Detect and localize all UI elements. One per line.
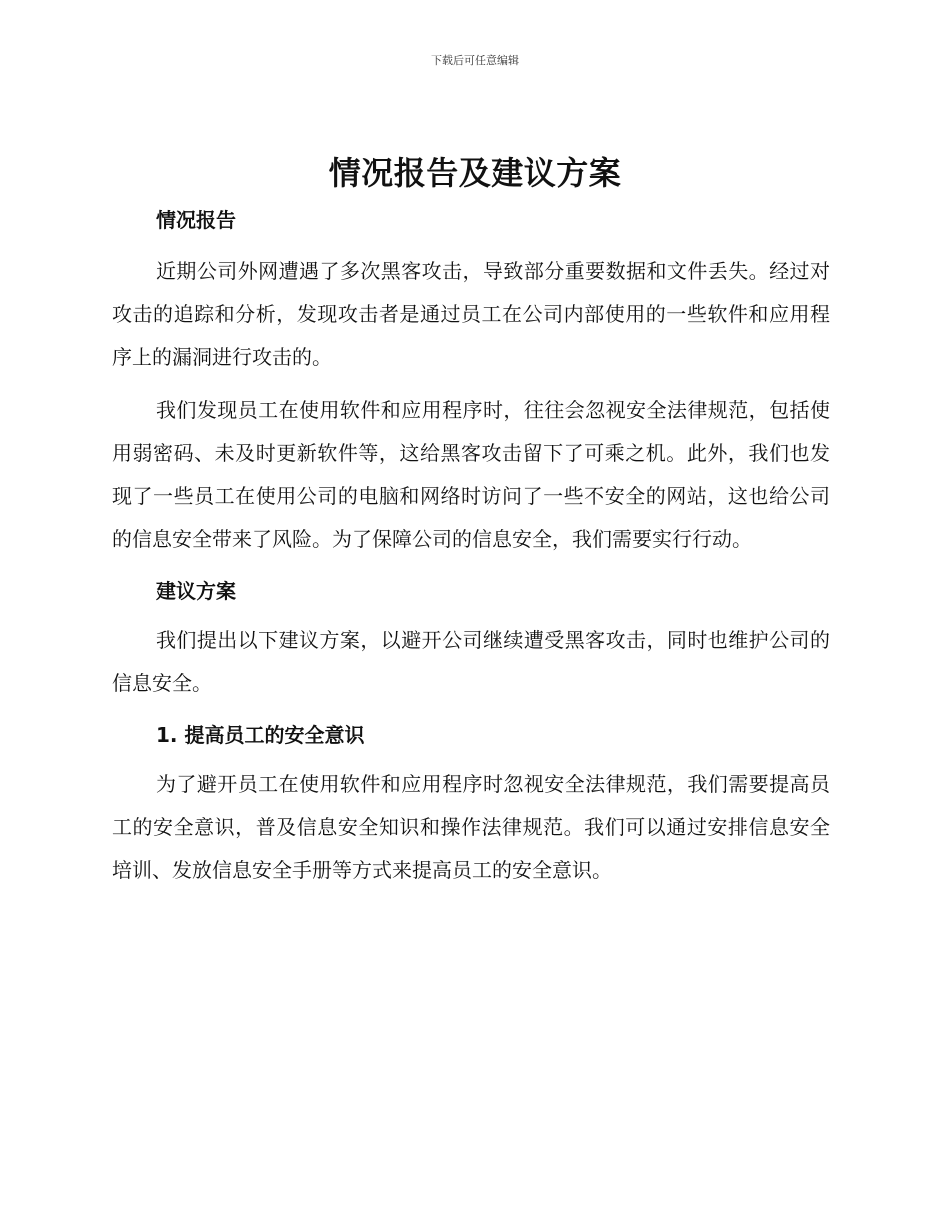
section-heading-situation-report: 情况报告 <box>156 208 236 232</box>
header-note: 下载后可任意编辑 <box>431 54 519 67</box>
section-heading-proposal: 建议方案 <box>156 579 236 603</box>
paragraph-employee-risk: 我们发现员工在使用软件和应用程序时，往往会忽视安全法律规范，包括使用弱密码、未及时更新软件等，这给黑客攻击留下了可乘之机。此外，我们也发现了一些员工在使用公司的电脑和网络时访问了一些不安全的网站，这也给公司的信息安全带来了风险。为了保障公司的信息安全，我们需要实行行动。 <box>112 398 830 551</box>
section-heading-security-awareness: 1. 提高员工的安全意识 <box>156 723 365 747</box>
document-body <box>112 200 830 892</box>
paragraph-attack-summary: 近期公司外网遭遇了多次黑客攻击，导致部分重要数据和文件丢失。经过对攻击的追踪和分析，发现攻击者是通过员工在公司内部使用的一些软件和应用程序上的漏洞进行攻击的。 <box>112 259 830 369</box>
paragraph-proposal-intro: 我们提出以下建议方案，以避开公司继续遭受黑客攻击，同时也维护公司的信息安全。 <box>112 628 830 695</box>
paragraph-security-awareness: 为了避开员工在使用软件和应用程序时忽视安全法律规范，我们需要提高员工的安全意识，普及信息安全知识和操作法律规范。我们可以通过安排信息安全培训、发放信息安全手册等方式来提高员工的安全意识。 <box>112 772 830 882</box>
document-title: 情况报告及建议方案 <box>328 154 622 192</box>
